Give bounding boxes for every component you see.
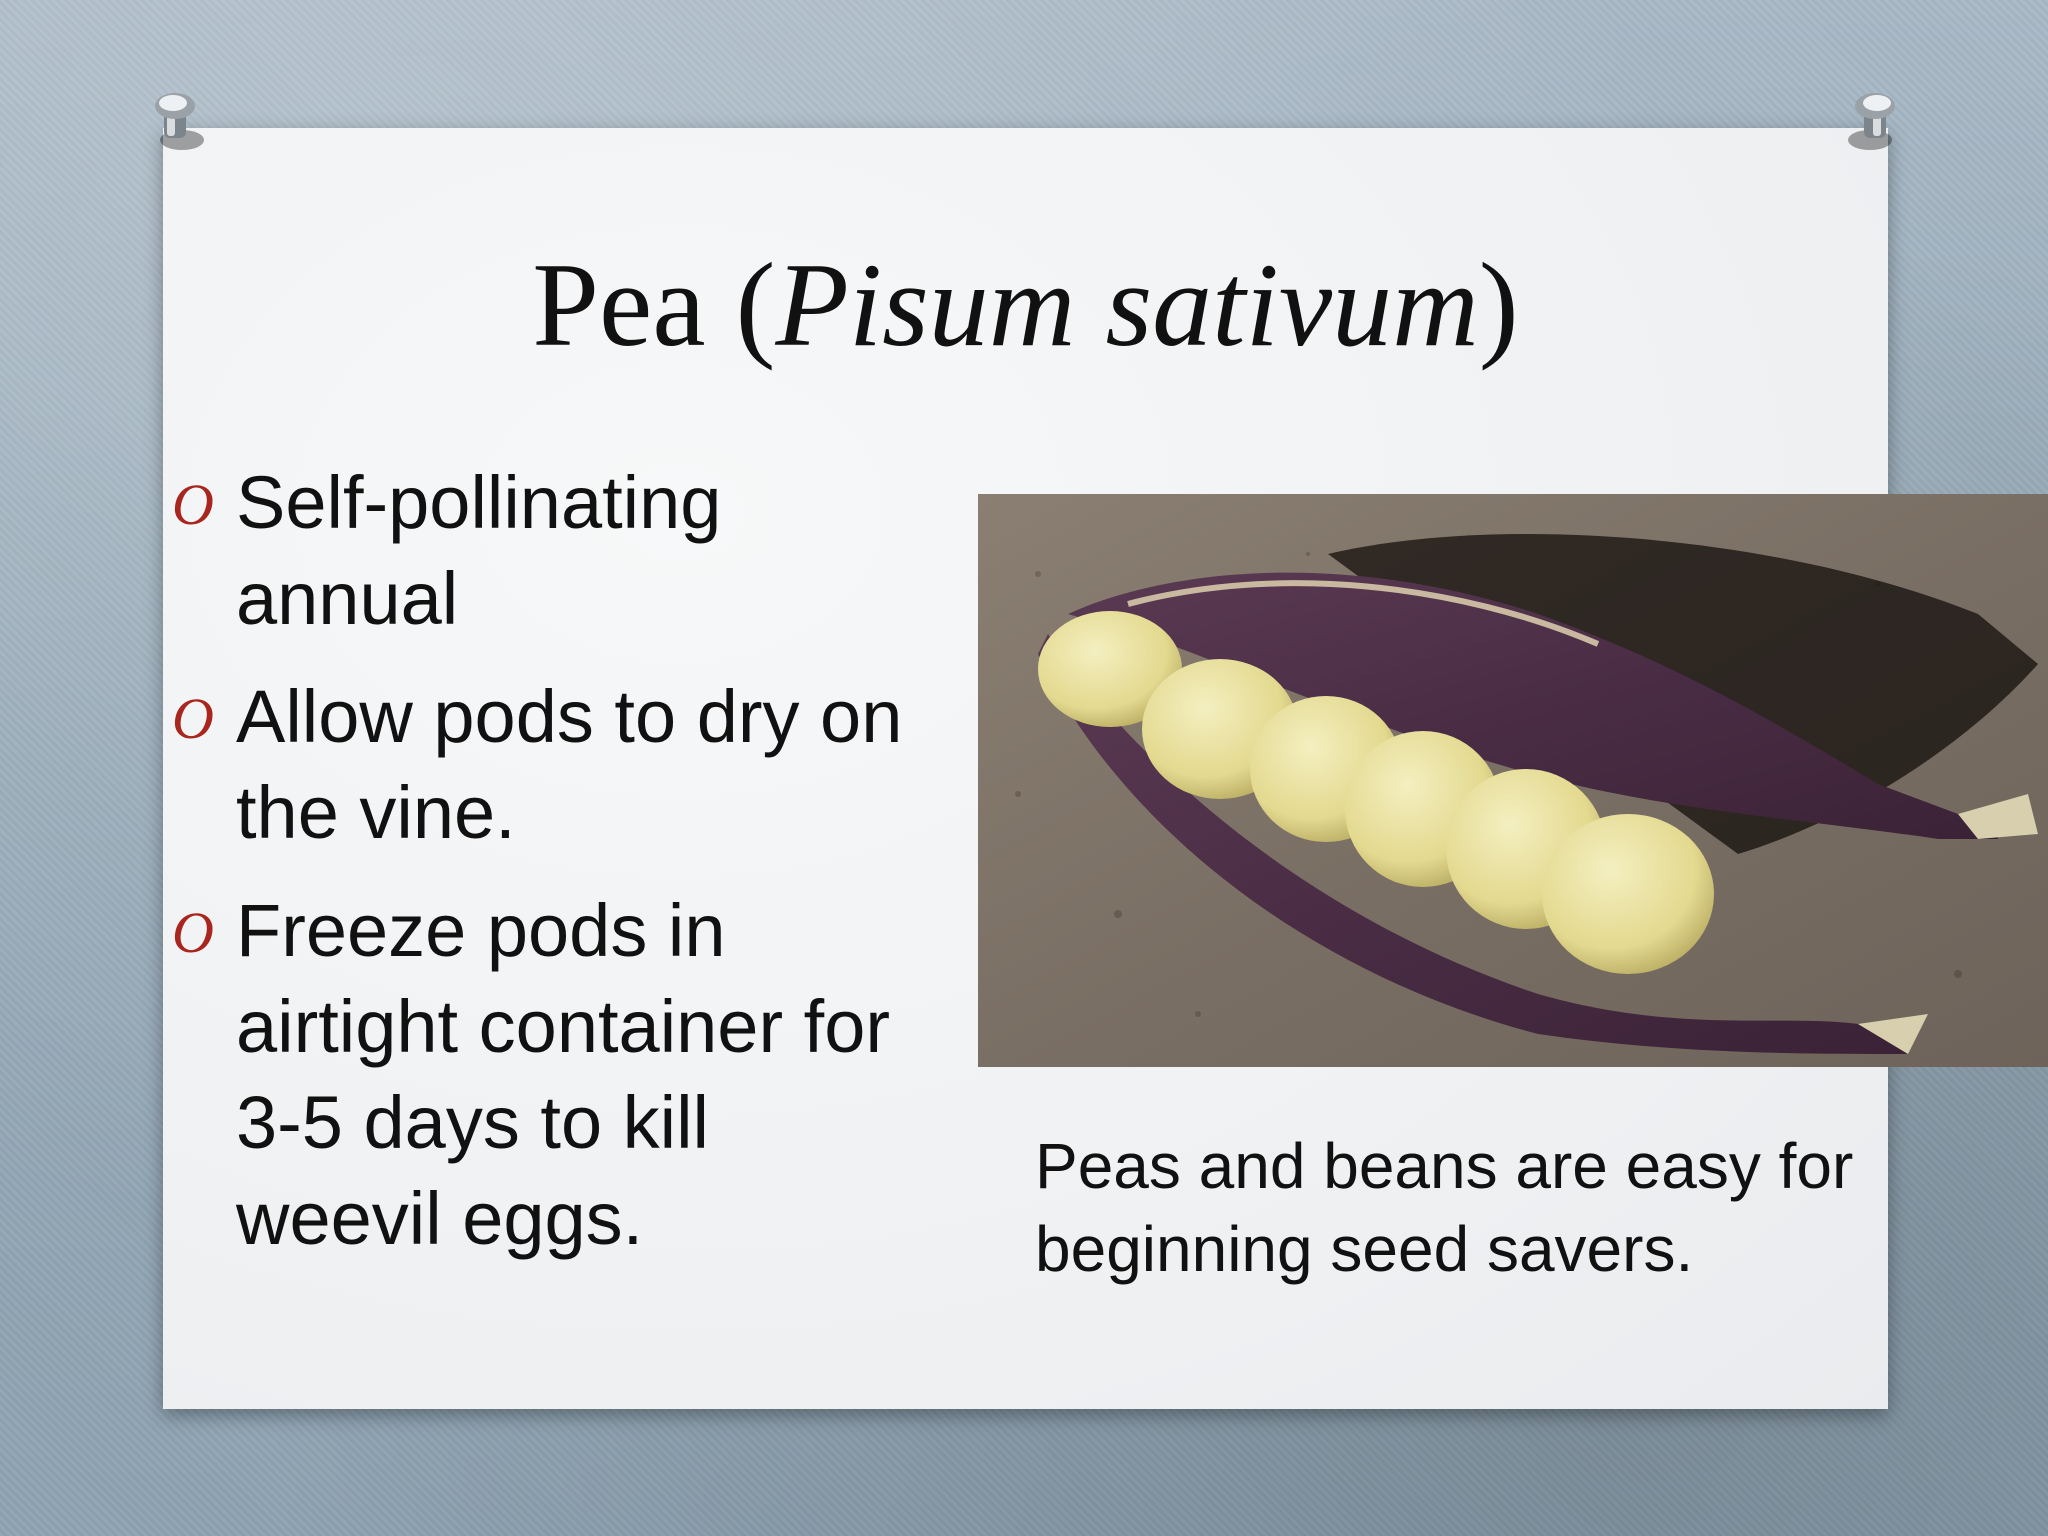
pea-pod-photo <box>978 494 2048 1067</box>
bullet-list <box>170 455 910 1289</box>
bullet-text: Allow pods to dry on the vine. <box>236 675 903 854</box>
bullet-text: Freeze pods in airtight container for 3-5 days to kill weevil eggs. <box>236 889 891 1260</box>
bullet-marker-icon: O <box>172 686 214 751</box>
slide-title <box>163 238 1888 371</box>
title-common-name: Pea ( <box>532 238 776 371</box>
pushpin-icon <box>1840 88 1910 158</box>
bullet-item <box>170 669 910 861</box>
bullet-marker-icon: O <box>172 900 214 965</box>
bullet-item <box>170 455 910 647</box>
bullet-marker-icon: O <box>172 472 214 537</box>
pushpin-icon <box>140 88 210 158</box>
bullet-item <box>170 883 910 1267</box>
title-scientific-name: Pisum sativum <box>775 238 1479 371</box>
photo-caption: Peas and beans are easy for beginning seed savers. <box>1035 1130 1854 1285</box>
title-close-paren: ) <box>1478 238 1519 371</box>
bullet-text: Self-pollinating annual <box>236 461 722 640</box>
